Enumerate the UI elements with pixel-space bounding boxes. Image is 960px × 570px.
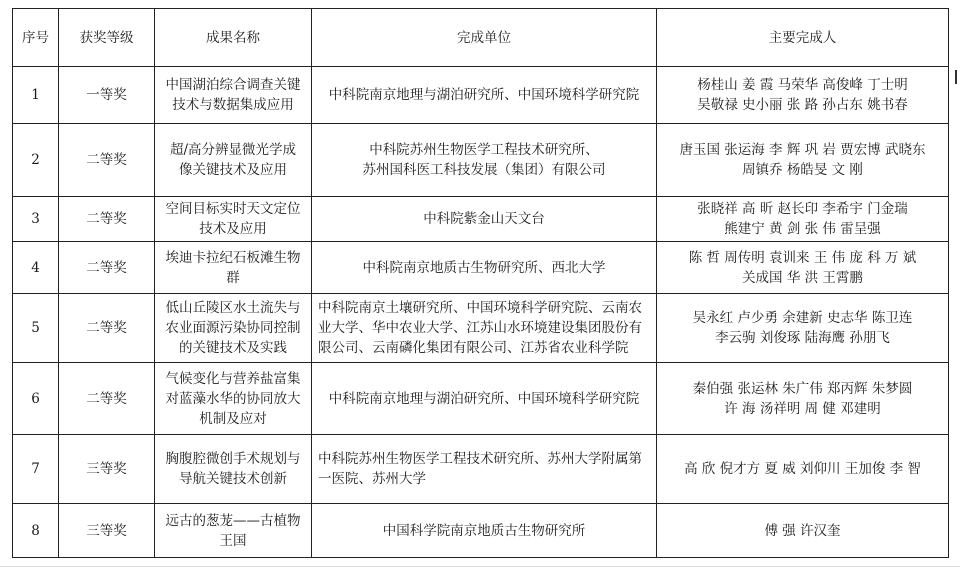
main-contributors — [657, 197, 949, 242]
unit-line: 业大学、华中农业大学、江苏山水环境建设集团股份有 — [318, 320, 642, 336]
table-row — [13, 435, 949, 504]
completing-unit — [312, 294, 657, 363]
name-line: 远古的葱茏——古植物 — [165, 512, 301, 529]
people-line: 周镇乔 杨皓旻 文 刚 — [742, 162, 863, 178]
table-row — [13, 124, 949, 197]
main-contributors — [657, 242, 949, 294]
unit-line: 中科院南京土壤研究所、中国环境科学研究院、云南农 — [318, 300, 642, 316]
completing-unit — [312, 504, 657, 558]
people-line: 傅 强 许汉奎 — [764, 522, 841, 539]
achievement-name — [155, 67, 312, 124]
unit-line: 苏州国科医工科技发展（集团）有限公司 — [362, 162, 606, 178]
row-index: 8 — [13, 504, 59, 558]
award-level: 三等奖 — [59, 435, 155, 504]
table-row — [13, 363, 949, 435]
achievement-name — [155, 504, 312, 558]
main-contributors — [657, 504, 949, 558]
award-level: 三等奖 — [59, 504, 155, 558]
name-line: 的关键技术及实践 — [179, 340, 287, 356]
completing-unit — [312, 242, 657, 294]
completing-unit — [312, 124, 657, 197]
people-line: 陈 哲 周传明 袁训来 王 伟 庞 科 万 斌 — [688, 249, 917, 266]
main-contributors — [657, 294, 949, 363]
unit-line: 中科院南京地理与湖泊研究所、中国环境科学研究院 — [328, 390, 640, 407]
main-contributors — [657, 67, 949, 124]
completing-unit — [312, 435, 657, 504]
unit-line: 中科院紫金山天文台 — [423, 211, 545, 227]
unit-line: 中科院苏州生物医学工程技术研究所、苏州大学附属第 — [318, 451, 642, 467]
people-line: 秦伯强 张运林 朱广伟 郑丙辉 朱梦圆 — [692, 380, 913, 397]
row-index: 6 — [13, 363, 59, 435]
name-line: 埃迪卡拉纪石板滩生物 — [165, 249, 301, 266]
main-contributors — [657, 363, 949, 435]
page-divider — [0, 566, 960, 567]
row-index: 2 — [13, 124, 59, 197]
achievement-name — [155, 363, 312, 435]
row-index: 4 — [13, 242, 59, 294]
header-index: 序号 — [13, 9, 59, 67]
achievement-name — [155, 124, 312, 197]
people-line: 张晓祥 高 昕 赵长印 李希宇 门金瑞 — [697, 201, 908, 217]
achievement-name — [155, 294, 312, 363]
table-header-row — [13, 9, 949, 67]
unit-line: 中科院南京地理与湖泊研究所、中国环境科学研究院 — [328, 87, 640, 103]
table-body — [13, 67, 949, 558]
people-line: 吴永红 卢少勇 余建新 史志华 陈卫连 — [692, 310, 913, 326]
unit-line: 中国科学院南京地质古生物研究所 — [382, 522, 586, 539]
header-achievement-name: 成果名称 — [155, 9, 312, 67]
achievement-name — [155, 242, 312, 294]
award-level: 二等奖 — [59, 242, 155, 294]
completing-unit — [312, 67, 657, 124]
unit-line: 中科院南京地质古生物研究所、西北大学 — [362, 259, 606, 276]
name-line: 导航关键技术创新 — [179, 471, 287, 487]
header-completing-unit: 完成单位 — [312, 9, 657, 67]
name-line: 机制及应对 — [199, 410, 267, 427]
award-level: 二等奖 — [59, 294, 155, 363]
people-line: 唐玉国 张运海 李 辉 巩 岩 贾宏博 武晓东 — [679, 142, 926, 158]
awards-document — [12, 8, 948, 556]
header-main-contributors: 主要完成人 — [657, 9, 949, 67]
name-line: 群 — [226, 269, 240, 286]
row-index: 3 — [13, 197, 59, 242]
table-row — [13, 67, 949, 124]
name-line: 低山丘陵区水土流失与 — [165, 300, 301, 316]
people-line: 关成国 华 洪 王霄鹏 — [742, 269, 863, 286]
table-row — [13, 197, 949, 242]
achievement-name — [155, 197, 312, 242]
completing-unit — [312, 197, 657, 242]
name-line: 像关键技术及应用 — [179, 162, 287, 178]
people-line: 吴敬禄 史小丽 张 路 孙占东 姚书春 — [697, 97, 908, 113]
row-index: 7 — [13, 435, 59, 504]
award-level: 二等奖 — [59, 363, 155, 435]
people-line: 杨桂山 姜 霞 马荣华 高俊峰 丁士明 — [697, 77, 908, 93]
award-level: 二等奖 — [59, 124, 155, 197]
unit-line: 中科院苏州生物医学工程技术研究所、 — [369, 142, 599, 158]
name-line: 超/高分辨显微光学成 — [169, 142, 297, 158]
completing-unit — [312, 363, 657, 435]
main-contributors — [657, 124, 949, 197]
award-level: 二等奖 — [59, 197, 155, 242]
name-line: 农业面源污染协同控制 — [165, 320, 301, 336]
table-row — [13, 504, 949, 558]
name-line: 王国 — [219, 532, 247, 549]
name-line: 胸腹腔微创手术规划与 — [165, 451, 301, 467]
people-line: 熊建宁 黄 剑 张 伟 雷呈强 — [724, 221, 881, 237]
people-line: 李云驹 刘俊琢 陆海鹰 孙朋飞 — [715, 330, 890, 346]
table-row — [13, 242, 949, 294]
row-index: 1 — [13, 67, 59, 124]
unit-line: 一医院、苏州大学 — [318, 471, 426, 487]
name-line: 气候变化与营养盐富集 — [165, 370, 301, 387]
scrollbar-marker[interactable] — [955, 70, 957, 84]
name-line: 中国湖泊综合调查关键 — [165, 77, 301, 93]
row-index: 5 — [13, 294, 59, 363]
people-line: 许 海 汤祥明 周 健 邓建明 — [724, 400, 881, 417]
name-line: 对蓝藻水华的协同放大 — [165, 390, 301, 407]
table-row — [13, 294, 949, 363]
name-line: 技术与数据集成应用 — [172, 97, 294, 113]
main-contributors — [657, 435, 949, 504]
name-line: 技术及应用 — [199, 221, 267, 237]
awards-table — [12, 8, 949, 558]
header-award-level: 获奖等级 — [59, 9, 155, 67]
name-line: 空间目标实时天文定位 — [165, 201, 301, 217]
unit-line: 限公司、云南磷化集团有限公司、江苏省农业科学院 — [318, 340, 629, 356]
achievement-name — [155, 435, 312, 504]
people-line: 高 欣 倪才方 夏 威 刘仰川 王加俊 李 智 — [684, 461, 921, 477]
award-level: 一等奖 — [59, 67, 155, 124]
